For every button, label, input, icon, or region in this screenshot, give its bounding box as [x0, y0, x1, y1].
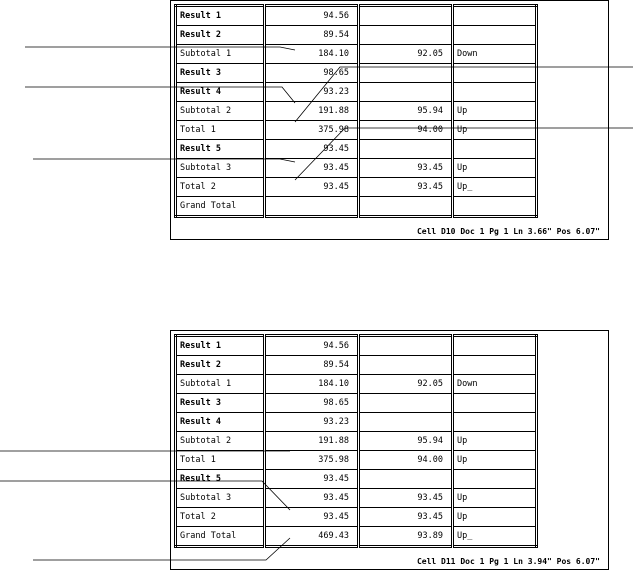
average-cell[interactable]: 95.94 — [359, 102, 453, 121]
trend-cell[interactable] — [453, 140, 537, 159]
average-cell[interactable]: 92.05 — [359, 375, 453, 394]
average-cell[interactable]: 93.45 — [359, 489, 453, 508]
row-label-cell[interactable]: Result 1 — [176, 6, 265, 26]
value-cell[interactable]: 93.45 — [265, 489, 359, 508]
value-cell[interactable]: 93.23 — [265, 413, 359, 432]
average-cell[interactable]: 93.89 — [359, 527, 453, 547]
trend-cell[interactable] — [453, 470, 537, 489]
value-cell[interactable]: 93.45 — [265, 178, 359, 197]
row-label-cell[interactable]: Total 2 — [176, 178, 265, 197]
row-label-cell[interactable]: Result 5 — [176, 470, 265, 489]
trend-cell[interactable] — [453, 6, 537, 26]
status-line-1: Cell D10 Doc 1 Pg 1 Ln 3.66" Pos 6.07" — [416, 227, 600, 236]
trend-cell[interactable]: Up_ — [453, 527, 537, 547]
spreadsheet-table-1 — [174, 4, 538, 218]
value-cell[interactable]: 469.43 — [265, 527, 359, 547]
table-row — [176, 527, 537, 547]
table-row — [176, 394, 537, 413]
spreadsheet-screen-1 — [170, 0, 609, 240]
trend-cell[interactable]: Down — [453, 45, 537, 64]
average-cell[interactable] — [359, 26, 453, 45]
table-row — [176, 121, 537, 140]
average-cell[interactable] — [359, 197, 453, 217]
table-row — [176, 140, 537, 159]
table-row — [176, 413, 537, 432]
average-cell[interactable] — [359, 394, 453, 413]
table-row — [176, 197, 537, 217]
average-cell[interactable]: 93.45 — [359, 178, 453, 197]
row-label-cell[interactable]: Subtotal 2 — [176, 102, 265, 121]
table-row — [176, 102, 537, 121]
row-label-cell[interactable]: Result 3 — [176, 64, 265, 83]
average-cell[interactable]: 94.00 — [359, 451, 453, 470]
value-cell[interactable]: 89.54 — [265, 26, 359, 45]
row-label-cell[interactable]: Subtotal 1 — [176, 375, 265, 394]
trend-cell[interactable] — [453, 413, 537, 432]
trend-cell[interactable]: Up — [453, 159, 537, 178]
average-cell[interactable]: 93.45 — [359, 159, 453, 178]
value-cell[interactable] — [265, 197, 359, 217]
trend-cell[interactable] — [453, 197, 537, 217]
table-row — [176, 451, 537, 470]
row-label-cell[interactable]: Subtotal 3 — [176, 159, 265, 178]
table-row — [176, 356, 537, 375]
trend-cell[interactable]: Up — [453, 508, 537, 527]
average-cell[interactable] — [359, 64, 453, 83]
row-label-cell[interactable]: Subtotal 3 — [176, 489, 265, 508]
value-cell[interactable]: 94.56 — [265, 336, 359, 356]
table-row — [176, 336, 537, 356]
table-row — [176, 470, 537, 489]
spreadsheet-screen-2 — [170, 330, 609, 570]
average-cell[interactable] — [359, 83, 453, 102]
average-cell[interactable]: 94.00 — [359, 121, 453, 140]
average-cell[interactable] — [359, 140, 453, 159]
value-cell[interactable]: 98.65 — [265, 394, 359, 413]
table-row — [176, 508, 537, 527]
trend-cell[interactable]: Up — [453, 451, 537, 470]
value-cell[interactable]: 184.10 — [265, 375, 359, 394]
value-cell[interactable]: 93.45 — [265, 508, 359, 527]
value-cell[interactable]: 184.10 — [265, 45, 359, 64]
trend-cell[interactable]: Up_ — [453, 178, 537, 197]
trend-cell[interactable] — [453, 26, 537, 45]
trend-cell[interactable] — [453, 394, 537, 413]
row-label-cell[interactable]: Subtotal 1 — [176, 45, 265, 64]
value-cell[interactable]: 93.23 — [265, 83, 359, 102]
row-label-cell[interactable]: Result 5 — [176, 140, 265, 159]
value-cell[interactable]: 93.45 — [265, 159, 359, 178]
row-label-cell[interactable]: Result 1 — [176, 336, 265, 356]
status-line-2: Cell D11 Doc 1 Pg 1 Ln 3.94" Pos 6.07" — [416, 557, 600, 566]
trend-cell[interactable]: Down — [453, 375, 537, 394]
value-cell[interactable]: 191.88 — [265, 102, 359, 121]
table-row — [176, 432, 537, 451]
trend-cell[interactable]: Up — [453, 432, 537, 451]
average-cell[interactable] — [359, 470, 453, 489]
value-cell[interactable]: 94.56 — [265, 6, 359, 26]
trend-cell[interactable] — [453, 64, 537, 83]
average-cell[interactable]: 93.45 — [359, 508, 453, 527]
table-row — [176, 45, 537, 64]
trend-cell[interactable]: Up — [453, 102, 537, 121]
row-label-cell[interactable]: Subtotal 2 — [176, 432, 265, 451]
table-row — [176, 83, 537, 102]
table-row — [176, 489, 537, 508]
average-cell[interactable]: 92.05 — [359, 45, 453, 64]
trend-cell[interactable] — [453, 336, 537, 356]
row-label-cell[interactable]: Result 4 — [176, 413, 265, 432]
table-row — [176, 64, 537, 83]
value-cell[interactable]: 375.98 — [265, 451, 359, 470]
trend-cell[interactable]: Up — [453, 489, 537, 508]
row-label-cell[interactable]: Total 1 — [176, 451, 265, 470]
table-row — [176, 178, 537, 197]
row-label-cell[interactable]: Total 1 — [176, 121, 265, 140]
row-label-cell[interactable]: Grand Total — [176, 197, 265, 217]
average-cell[interactable] — [359, 6, 453, 26]
value-cell[interactable]: 89.54 — [265, 356, 359, 375]
value-cell[interactable]: 98.65 — [265, 64, 359, 83]
trend-cell[interactable] — [453, 356, 537, 375]
average-cell[interactable] — [359, 336, 453, 356]
row-label-cell[interactable]: Result 2 — [176, 26, 265, 45]
spreadsheet-table-2 — [174, 334, 538, 548]
trend-cell[interactable]: Up — [453, 121, 537, 140]
value-cell[interactable]: 375.98 — [265, 121, 359, 140]
value-cell[interactable]: 93.45 — [265, 470, 359, 489]
average-cell[interactable]: 95.94 — [359, 432, 453, 451]
value-cell[interactable]: 93.45 — [265, 140, 359, 159]
table-row — [176, 6, 537, 26]
trend-cell[interactable] — [453, 83, 537, 102]
row-label-cell[interactable]: Result 3 — [176, 394, 265, 413]
row-label-cell[interactable]: Result 4 — [176, 83, 265, 102]
average-cell[interactable] — [359, 413, 453, 432]
value-cell[interactable]: 191.88 — [265, 432, 359, 451]
row-label-cell[interactable]: Grand Total — [176, 527, 265, 547]
table-row — [176, 159, 537, 178]
average-cell[interactable] — [359, 356, 453, 375]
table-row — [176, 26, 537, 45]
row-label-cell[interactable]: Result 2 — [176, 356, 265, 375]
table-row — [176, 375, 537, 394]
row-label-cell[interactable]: Total 2 — [176, 508, 265, 527]
